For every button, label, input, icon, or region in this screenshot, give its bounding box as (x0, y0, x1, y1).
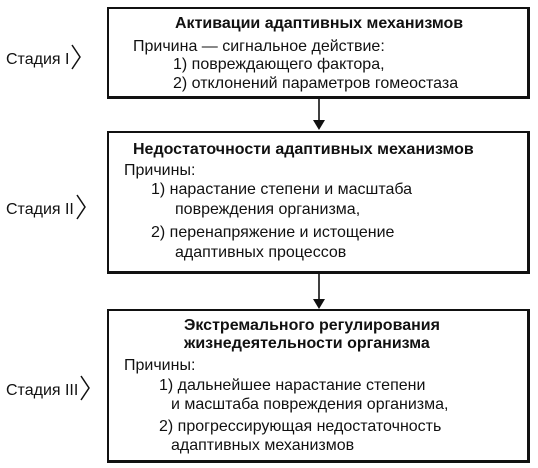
chevron-right-icon (80, 375, 90, 407)
stage-1-item-1: 1) повреждающего фактора, (173, 56, 385, 73)
down-arrow-icon (312, 99, 326, 131)
stage-2-item-2-line-1: 2) перенапряжение и истощение (151, 224, 395, 241)
stage-1-title: Активации адаптивных механизмов (175, 15, 464, 32)
down-arrow-icon (312, 274, 326, 310)
stage-3-cause-header: Причины: (124, 357, 196, 374)
stage-3-item-1-line-1: 1) дальнейшее нарастание степени (159, 377, 426, 394)
stage-2-box (107, 131, 530, 274)
chevron-right-icon (71, 44, 81, 76)
stage-3-item-2-line-2: адаптивных механизмов (171, 437, 355, 454)
stage-3-title-line-2: жизнедеятельности организма (184, 335, 430, 352)
stage-1-item-2: 2) отклонений параметров гомеостаза (173, 75, 459, 92)
stage-3-item-1-line-2: и масштаба повреждения организма, (171, 396, 449, 413)
stage-3-item-2-line-1: 2) прогрессирующая недостаточность (159, 418, 442, 435)
stage-2-item-1-line-2: повреждения организма, (175, 201, 361, 218)
stage-3-box (107, 309, 530, 463)
stage-1-label (6, 44, 81, 76)
stage-1-cause-header: Причина — сигнальное действие: (133, 38, 385, 55)
stage-1-label-text: Стадия I (6, 51, 70, 69)
chevron-right-icon (76, 194, 86, 226)
stage-2-item-1-line-1: 1) нарастание степени и масштаба (151, 181, 413, 198)
stage-3-label-text: Стадия III (6, 382, 79, 400)
stage-2-cause-header: Причины: (124, 162, 196, 179)
stage-3-label (6, 375, 90, 407)
stage-2-title: Недостаточности адаптивных механизмов (133, 141, 474, 158)
stage-2-item-2-line-2: адаптивных процессов (175, 244, 347, 261)
stage-1-box (107, 7, 530, 99)
stage-2-label (6, 194, 86, 226)
stage-3-title-line-1: Экстремального регулирования (184, 317, 440, 334)
stage-2-label-text: Стадия II (6, 201, 74, 219)
